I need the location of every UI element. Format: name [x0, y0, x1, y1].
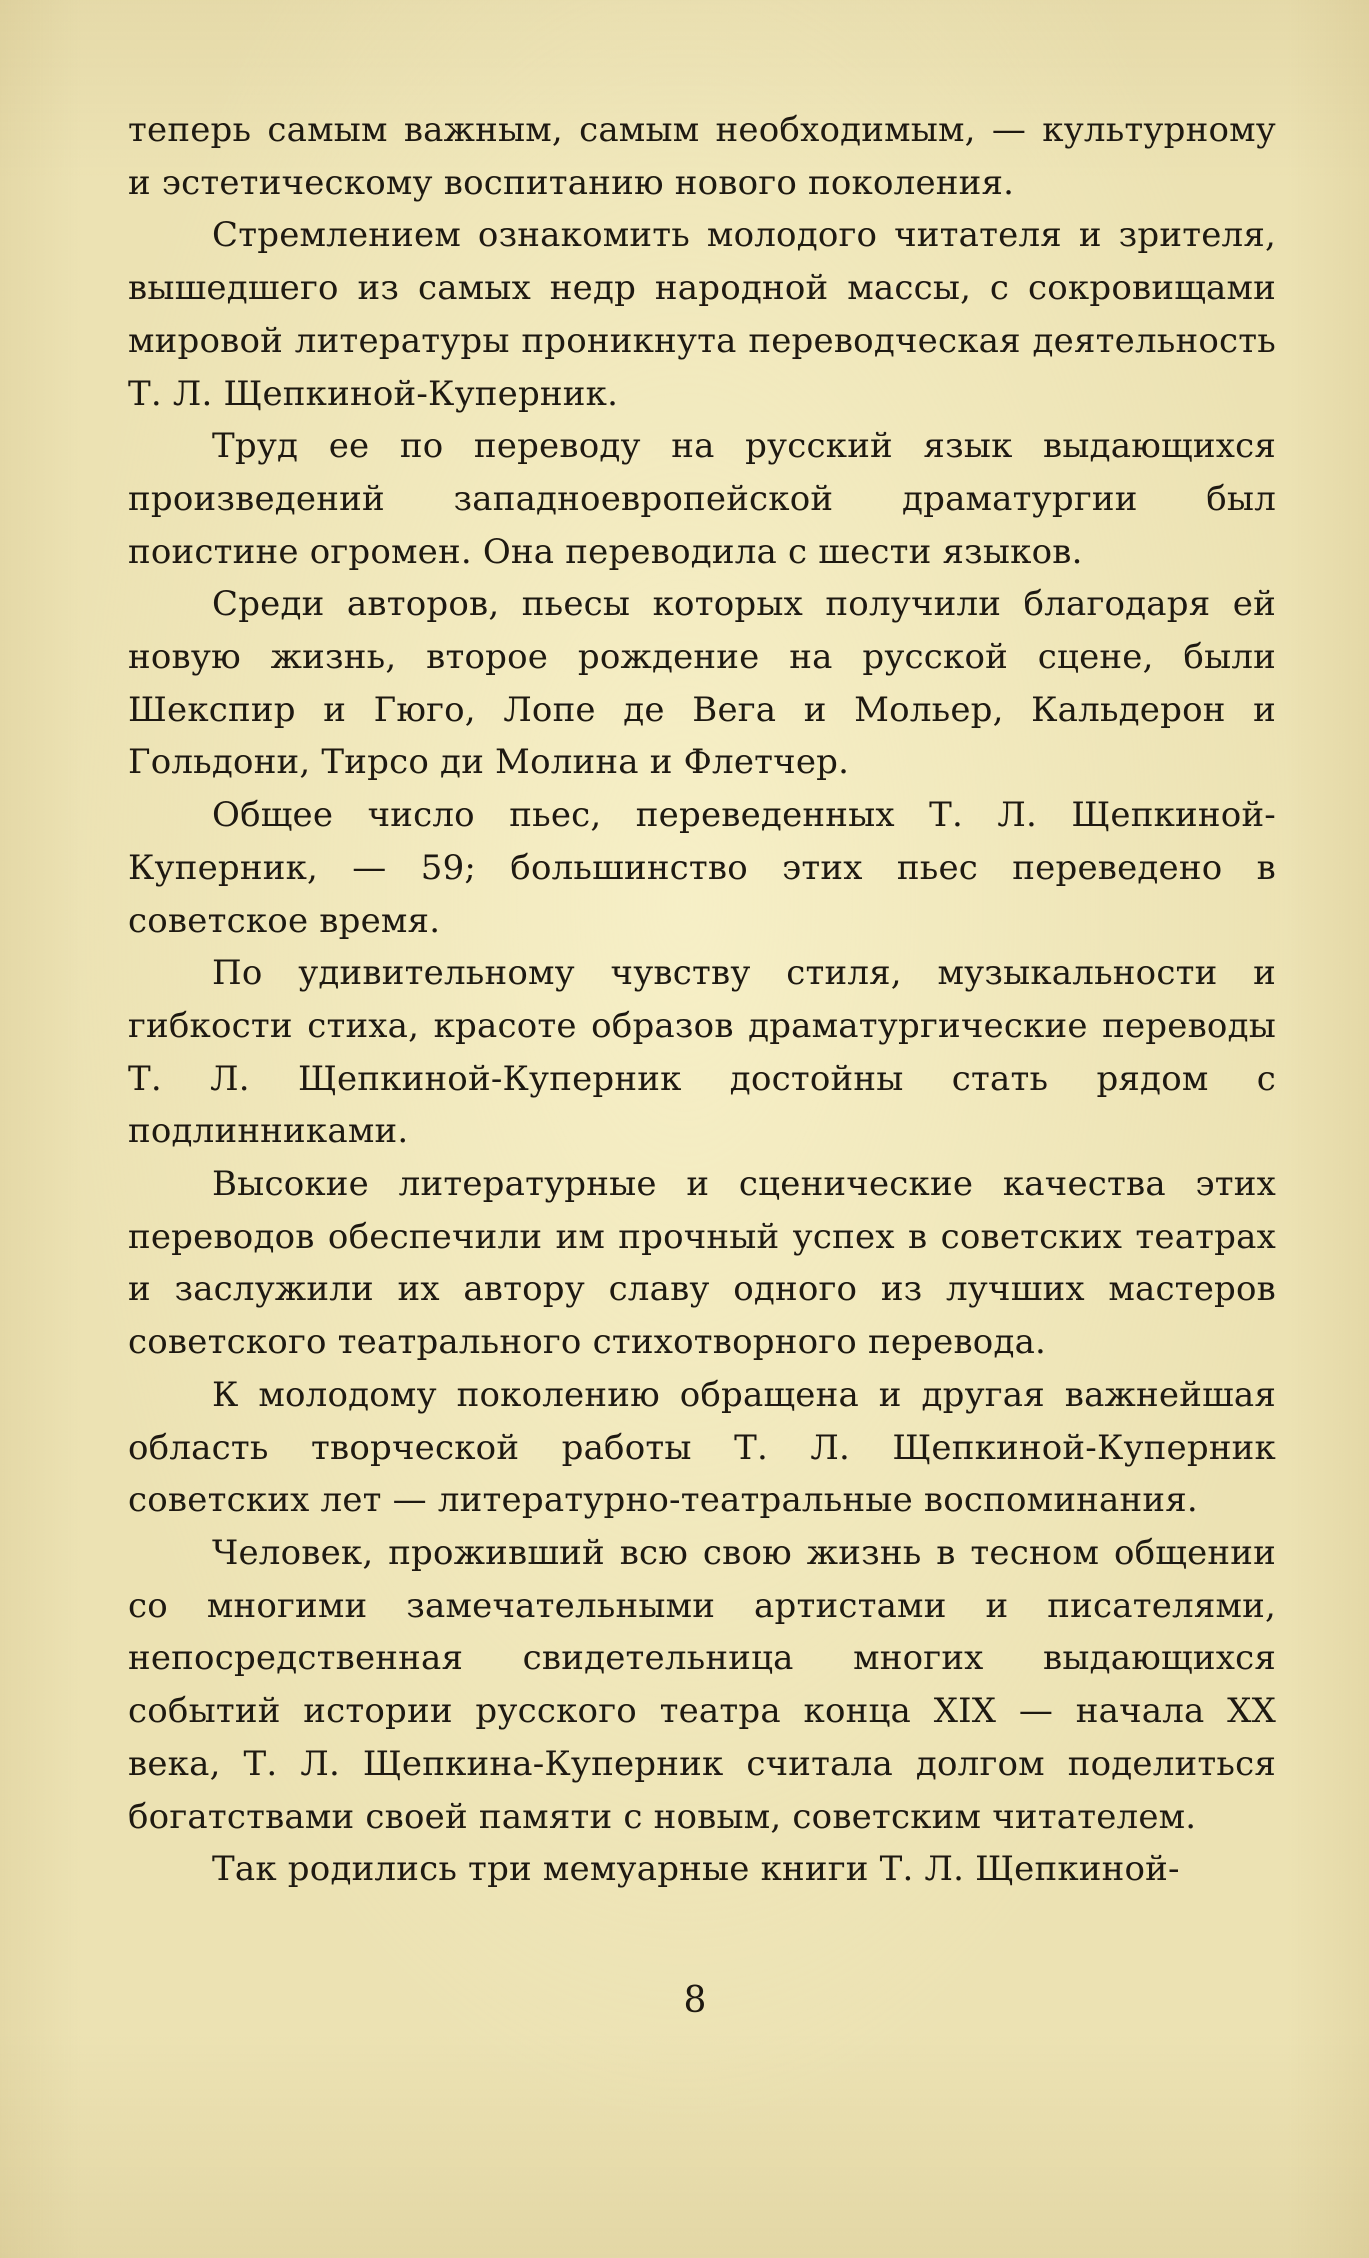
body-text — [128, 104, 1276, 1896]
paragraph: Человек, проживший всю свою жизнь в тесном общении со многими замечательными артистами и писателями, непосредственная свидетельница многих выдающихся событий истории русского театра конца XIX — начала XX века, Т. Л. Щепкина-Куперник считала долгом поделиться богатствами своей памяти с новым, советским читателем. — [128, 1532, 1276, 1837]
paragraph: Стремлением ознакомить молодого читателя и зрителя, вышедшего из самых недр народной массы, с сокровищами мировой литературы проникнута переводческая деятельность Т. Л. Щепкиной-Куперник. — [128, 215, 1276, 414]
page-number: 8 — [683, 1980, 707, 2021]
paragraph: Общее число пьес, переведенных Т. Л. Щепкиной-Куперник, — 59; большинство этих пьес переведено в советское время. — [128, 795, 1276, 941]
paragraph: Труд ее по переводу на русский язык выдающихся произведений западноевропейской драматургии был поистине огромен. Она переводила с шести языков. — [128, 426, 1276, 572]
paragraph: Высокие литературные и сценические качества этих переводов обеспечили им прочный успех в советских театрах и заслужили их автору славу одного из лучших мастеров советского театрального стихотворного перевода. — [128, 1164, 1276, 1363]
paragraph: По удивительному чувству стиля, музыкальности и гибкости стиха, красоте образов драматургические переводы Т. Л. Щепкиной-Куперник достойны стать рядом с подлинниками. — [128, 953, 1276, 1152]
paragraph: Среди авторов, пьесы которых получили благодаря ей новую жизнь, второе рождение на русской сцене, были Шекспир и Гюго, Лопе де Вега и Мольер, Кальдерон и Гольдони, Тирсо ди Молина и Флетчер. — [128, 584, 1276, 783]
paragraph: Так родились три мемуарные книги Т. Л. Щепкиной- — [212, 1849, 1180, 1890]
paragraph: теперь самым важным, самым необходимым, — культурному и эстетическому воспитанию нового поколения. — [128, 110, 1276, 203]
paragraph: К молодому поколению обращена и другая важнейшая область творческой работы Т. Л. Щепкиной-Куперник советских лет — литературно-театральные воспоминания. — [128, 1374, 1276, 1521]
